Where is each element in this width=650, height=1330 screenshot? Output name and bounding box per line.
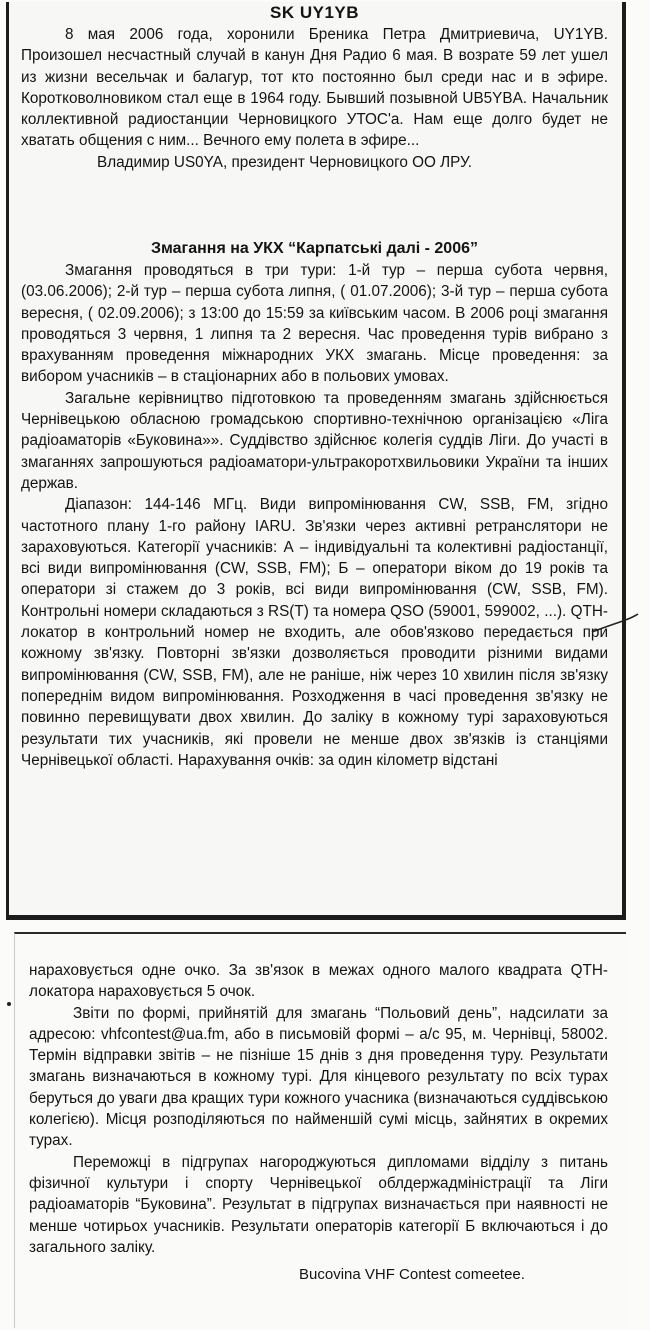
contest-paragraph-reports: Звіти по формі, прийнятій для змагань “Польовий день”, надсилати за адресою: vhfcontest@ua.fm, або в письмовій формі – а/с 95, м. Чернівці, 58002. Термін відправки звітів – не пізніше 15 днів з дня проведення туру. Результати змагань визначаються в кожному турі. Для кінцевого результату по всіх турах беруться до уваги два кращих тури кожного учасника (визначаються суддівською колегією). Місця розподіляються по найменшій сумі місць, зайнятих в окремих турах. xyxy=(29,1004,608,1150)
contest-continuation xyxy=(29,960,608,1285)
stray-dot xyxy=(7,1002,11,1006)
obituary-signature: Владимир US0YA, президент Черновицкого ОО ЛРУ. xyxy=(97,153,472,171)
obituary-section xyxy=(21,2,608,173)
contest-paragraph-scoring: нараховується одне очко. За зв'язок в межах одного малого квадрата QTH-локатора нараховується 5 очок. xyxy=(29,962,608,1001)
bottom-clipping xyxy=(14,932,626,1328)
contest-title: Змагання на УКХ “Карпатські далі - 2006” xyxy=(151,240,478,257)
obituary-text: 8 мая 2006 года, хоронили Бреника Петра Дмитриевича, UY1YB. Произошел несчастный случай в канун Дня Радио 6 мая. В возрате 59 лет ушел из жизни весельчак и балагур, тот кто постоянно был среди нас и в эфире. Коротковолновиком стал еще в 1964 году. Бывший позывной UB5YBA. Начальник коллективной радиостанции Черновицкого УТОС'а. Нам еще долго будет не хватать общения с ним... Вечного ему полета в эфире... xyxy=(21,26,608,150)
contest-paragraph-schedule: Змагання проводяться в три тури: 1-й тур – перша субота червня, (03.06.2006); 2-й тур – перша субота липня, ( 01.07.2006); 3-й тур – перша субота вересня, ( 02.09.2006); з 13:00 до 15:59 за київським часом. В 2006 році змагання проводяться 3 червня, 1 липня та 2 вересня. Час проведення турів вибрано з врахуванням проведення міжнародних УКХ змагань. Місце проведення: за вибором учасників – в стаціонарних або в польових умовах. xyxy=(21,262,608,386)
contest-paragraph-organization: Загальне керівництво підготовкою та проведенням змагань здійснюється Чернівецькою обласною громадською спортивно-технічною організацією «Ліга радіоаматорів «Буковина»». Суддівство здійснює колегія суддів Ліги. До участі в змаганнях запрошуються радіоаматори-ультракоротхвильовики України та інших держав. xyxy=(21,389,608,492)
obituary-title: SK UY1YB xyxy=(269,3,360,22)
handwritten-pen-mark xyxy=(590,612,640,636)
contest-signature: Bucovina VHF Contest comeetee. xyxy=(299,1266,525,1284)
top-clipping xyxy=(6,2,626,920)
contest-paragraph-awards: Переможці в підгрупах нагороджуються дипломами відділу з питань фізичної культури і спорту Чернівецької облдержадміністрації та Ліги радіоаматорів “Буковина”. Результат в підгрупах визначається при наявності не менше чотирьох учасників. Результати операторів категорії Б включаються і до загального заліку. xyxy=(29,1153,608,1256)
contest-paragraph-rules: Діапазон: 144-146 МГц. Види випромінювання CW, SSB, FM, згідно частотного плану 1-го району IARU. Зв'язки через активні ретранслятори не зараховуються. Категорії учасників: А – індивідуальні та колективні радіостанції, всі види випромінювання (CW, SSB, FM); Б – оператори віком до 19 років та оператори зі стажем до 3 років, всі види випромінювання (CW, SSB, FM). Контрольні номери складаються з RS(T) та номера QSO (59001, 599002, ...). QTH-локатор в контрольний номер не входить, але обов'язково передається при кожному зв'язку. Повторні зв'язки дозволяється проводити різними видами випромінювання (CW, SSB, FM), але не раніше, ніж через 10 хвилин після зв'язку попереднім видом випромінювання. Розходження в часі проведення зв'язку не повинно перевищувати двох хвилин. До заліку в кожному турі зараховуються результати тих учасників, які провели не менше двох зв'язків із станціями Чернівецької області. Нарахування очків: за один кілометр відстані xyxy=(21,496,608,769)
contest-section xyxy=(21,238,608,771)
